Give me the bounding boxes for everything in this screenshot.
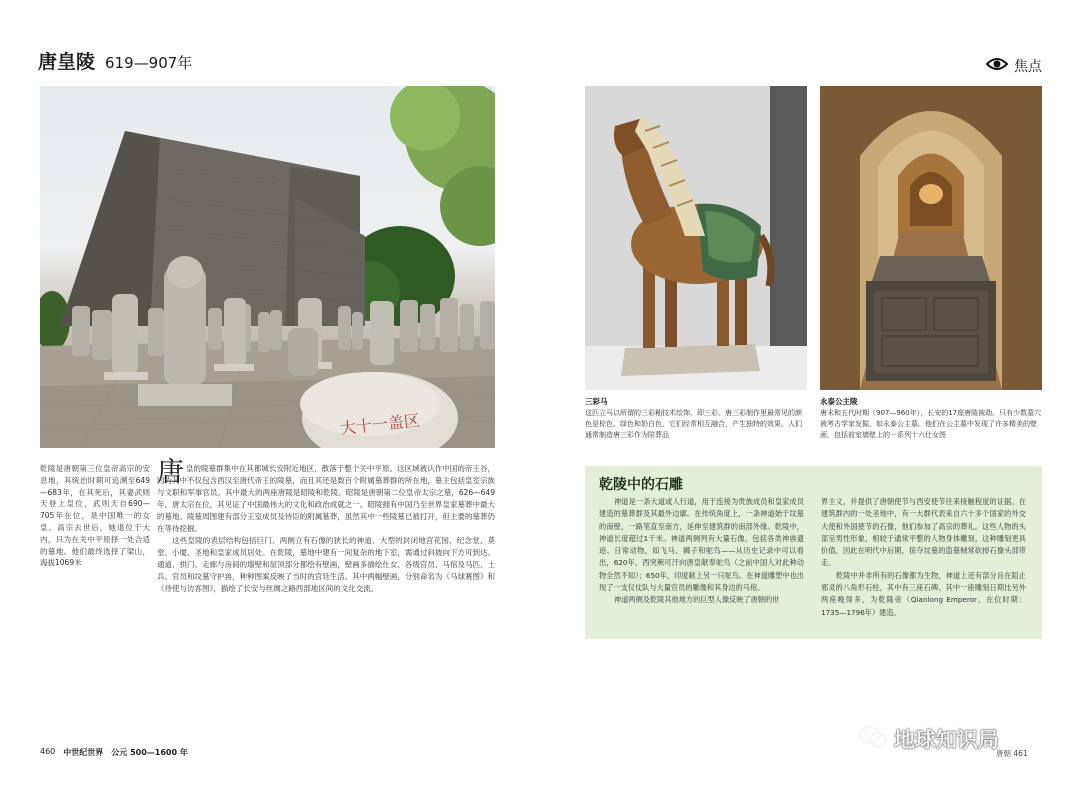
wechat-icon — [858, 725, 888, 754]
focus-text: 焦点 — [1014, 59, 1042, 75]
footer-left — [40, 747, 188, 758]
eye-icon — [986, 57, 1008, 75]
body-paragraph-1: 皇的陵墓群集中在其都城长安附近地区，散落于整个关中平原。这区域被认作中国的帝王谷，因为其中不仅包含西汉至唐代帝王的陵墓，而且其还是数百个附属墓葬群的所在地，墓主包括皇室宗族与文职和军事官员。其中最大的两座唐陵是昭陵和乾陵。昭陵是唐朝第二位皇帝太宗之墓，626—649年，唐太宗在位，其见证了中国最伟大的文化和政治成就之一。昭陵拥有中国乃至世界皇家墓葬中最大的墓地。陵墓周围建有部分王室成员及侍臣的附属墓葬，虽然其中一些陵墓已被打开，但主要的墓葬仍在等待挖掘。 — [157, 464, 495, 533]
watermark — [858, 724, 999, 754]
footer-right — [996, 748, 1028, 759]
side-caption: 乾陵是唐朝第三位皇帝高宗的安息地，其统治时期可追溯至649—683年，在其死后，其妻武则天登上皇位，武则天自690—705年在位，是中国唯一的女皇。高宗去世后，她退位于大内，只为在关中平原择一处合适的墓地。他们最终选择了梁山，海拔1069米 — [40, 464, 150, 568]
main-body-text — [157, 463, 495, 595]
stone-inscription: 大十一盖区 — [339, 410, 421, 439]
sidebar-box-column-1 — [599, 496, 804, 607]
watermark-text: 地球知识局 — [894, 728, 999, 752]
focus-label — [986, 56, 1042, 76]
page-title — [38, 47, 192, 77]
photo-stone-statues — [40, 86, 495, 448]
tomb-caption-text: 唐末和五代时期（907—960年），长安的17座唐陵被劫。只有少数墓穴被考古学家发掘，如永泰公主墓。他们在公主墓中发现了许多精美的壁画，包括前室墙壁上的一系列十六仕女图 — [820, 409, 1042, 439]
sidebar-box-paragraph: 神道两侧及乾陵其他地方的巨型人像反映了唐朝的世 — [614, 595, 780, 605]
title-years: 619—907年 — [105, 54, 193, 72]
footer-section: 中世纪世界 — [63, 748, 104, 757]
sidebar-box-stone-carvings — [585, 466, 1042, 639]
sidebar-box-paragraph: 乾陵中并非所有的石像都为生物，神道上还有部分旨在阻止邪灵的八角形石柱，其中有三座石碑。其中一座雕刻日期比另外两座晚得多，为乾隆帝（Qianlong Emperor，在位时期：1735—1796年）建造。 — [821, 570, 1026, 617]
photo-sancai-horse — [585, 86, 807, 390]
photo-tomb-passage — [820, 86, 1042, 390]
sidebar-box-paragraph: 界主义，并提供了唐朝使节与西安使节往来接触程度的证据。在建筑群内的一处圣地中，有一大群代表来自六十多个国家的外交大使和外国使节的石像，他们参加了高宗的葬礼。这些人物的头部呈男性形象，相较于通常平整的人物身体雕刻，这种雕刻更具价值，因此在明代中后期，掠夺坟墓的盗墓贼常砍掉石像头部带走。 — [821, 497, 1026, 568]
sidebar-box-column-2 — [821, 496, 1026, 619]
tomb-caption-title: 永泰公主陵 — [820, 397, 858, 406]
title-main: 唐皇陵 — [38, 51, 96, 73]
footer-chapter: 唐朝 — [996, 749, 1011, 758]
dropcap: 唐 — [157, 457, 184, 488]
sidebar-box-title: 乾陵中的石雕 — [599, 477, 683, 493]
footer-era: 公元 500—1600 年 — [111, 748, 188, 757]
horse-caption-title: 三彩马 — [585, 397, 608, 406]
page-number-right: 461 — [1013, 749, 1028, 758]
horse-caption-text: 这匹立马以所谓的三彩釉技术绘饰，即三彩。唐三彩制作里最常见的颜色是棕色、绿色和奶白色，它们经常相互融合，产生独特的效果。人们通常制造唐三彩作为陪葬品 — [585, 409, 802, 439]
sidebar-box-paragraph: 神道是一条大道或人行道，用于连接为贵族成员和皇家成员建造的墓葬群及其最外边廓。在传统角度上，一条神道始于坟墓的南壁，一路笔直至南方，延伸至建筑群的南部外缘。乾陵中，神道长度超过1千米。神道两侧列有大量石像，包括各类神兽遗迹、日常动物，如飞马、狮子和驼鸟——从历史记录中可以看出，620年，西突厥可汗向唐皇献奉驼鸟（之前中国人对此种动物全然不知）；650年，印度献上另一只驼鸟。在神道雕塑中也出现了一支仪仗队与大量官员的雕像和其身边的马倌。 — [599, 497, 804, 593]
page-number-left: 460 — [40, 747, 56, 756]
body-paragraph-2: 这些皇陵的表层结构包括巨门、两侧立有石像的狭长的神道、大型的封闭地宫花园、纪念堂、莫堂、小厦、圣地和皇家成员居处。在乾陵，墓地中建有一间复杂的地下室，需通过斜坡向下方可到达。通道、拱门、走廊与房间的墙壁和屋顶部分都绘有壁画，壁画多描绘仕女、各级官员、马倌及马匹、士兵、官员和坟墓守护兽，种种图案反映了当时的宫廷生活。其中两幅壁画，分别命名为《马球赛图》和《待使与访客图》，描绘了长安与丝绸之路西部地区间的文化交流。 — [157, 536, 495, 593]
